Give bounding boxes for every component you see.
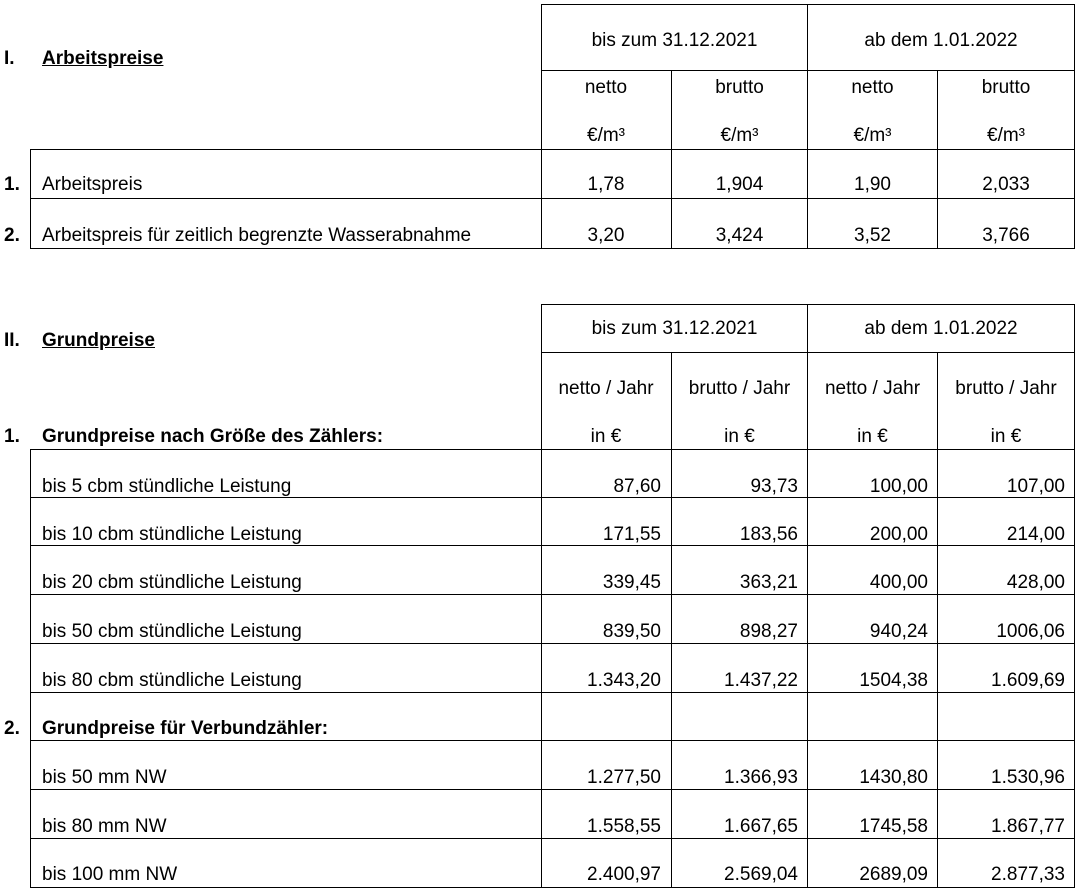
cell-value: 171,55	[602, 524, 661, 545]
cell-value: 898,27	[739, 621, 798, 642]
row-label: bis 100 mm NW	[42, 864, 178, 885]
cell-value: 2.569,04	[724, 864, 798, 885]
col-unit: in €	[590, 426, 622, 447]
col-netto: netto	[584, 77, 628, 98]
section-number: I.	[4, 48, 15, 69]
row-number: 1.	[4, 174, 20, 195]
cell-value: 1430,80	[859, 767, 928, 788]
col-netto-jahr: netto / Jahr	[824, 378, 921, 399]
cell-value: 2.400,97	[587, 864, 661, 885]
col-unit: €/m³	[720, 125, 759, 146]
cell-value: 1.558,55	[587, 816, 661, 837]
cell-value: 1.867,77	[991, 816, 1065, 837]
row-label: Arbeitspreis	[42, 174, 143, 195]
row-label: bis 80 cbm stündliche Leistung	[42, 670, 302, 691]
row-number: 2.	[4, 225, 20, 246]
cell-value: 1,90	[854, 174, 891, 195]
cell-value: 1006,06	[996, 621, 1065, 642]
col-unit: €/m³	[587, 125, 625, 146]
section-title: Arbeitspreise	[42, 48, 164, 69]
row-label: bis 50 cbm stündliche Leistung	[42, 621, 302, 642]
cell-value: 87,60	[613, 476, 661, 497]
cell-value: 3,424	[715, 225, 764, 246]
row-label: bis 10 cbm stündliche Leistung	[42, 524, 302, 545]
cell-value: 2.877,33	[991, 864, 1065, 885]
col-brutto: brutto	[715, 77, 764, 98]
cell-value: 1745,58	[859, 816, 928, 837]
cell-value: 2,033	[982, 174, 1030, 195]
cell-value: 93,73	[750, 476, 798, 497]
cell-value: 214,00	[1006, 524, 1065, 545]
cell-value: 839,50	[602, 621, 661, 642]
cell-value: 100,00	[869, 476, 928, 497]
cell-value: 339,45	[602, 572, 661, 593]
col-netto-jahr: netto / Jahr	[558, 378, 654, 399]
row-label: bis 80 mm NW	[42, 816, 167, 837]
col-netto: netto	[851, 77, 894, 98]
row-label: bis 5 cbm stündliche Leistung	[42, 476, 292, 497]
col-brutto: brutto	[981, 77, 1031, 98]
cell-value: 3,52	[854, 225, 891, 246]
cell-value: 1,904	[715, 174, 764, 195]
cell-value: 1.437,22	[724, 670, 798, 691]
cell-value: 3,766	[982, 225, 1030, 246]
cell-value: 1,78	[587, 174, 625, 195]
cell-value: 428,00	[1006, 572, 1065, 593]
row-label: bis 20 cbm stündliche Leistung	[42, 572, 302, 593]
section-title: Grundpreise	[42, 330, 155, 351]
cell-value: 183,56	[739, 524, 798, 545]
col-brutto-jahr: brutto / Jahr	[955, 378, 1057, 399]
col-unit: in €	[724, 426, 755, 447]
row-label: bis 50 mm NW	[42, 767, 167, 788]
cell-value: 2689,09	[859, 864, 928, 885]
subsection-number: 1.	[4, 426, 20, 447]
col-unit: in €	[857, 426, 888, 447]
col-unit: €/m³	[853, 125, 892, 146]
cell-value: 107,00	[1006, 476, 1065, 497]
period-old-header: bis zum 31.12.2021	[591, 30, 758, 51]
subsection-heading: Grundpreise für Verbundzähler:	[42, 718, 329, 739]
cell-value: 940,24	[869, 621, 928, 642]
cell-value: 200,00	[869, 524, 928, 545]
period-old-header: bis zum 31.12.2021	[591, 318, 758, 339]
subsection-heading: Grundpreise nach Größe des Zählers:	[42, 426, 384, 447]
cell-value: 1504,38	[859, 670, 928, 691]
cell-value: 400,00	[869, 572, 928, 593]
cell-value: 1.366,93	[724, 767, 798, 788]
col-unit: €/m³	[987, 125, 1025, 146]
period-new-header: ab dem 1.01.2022	[864, 30, 1018, 51]
col-brutto-jahr: brutto / Jahr	[688, 378, 791, 399]
cell-value: 363,21	[739, 572, 798, 593]
row-label: Arbeitspreis für zeitlich begrenzte Wasserabnahme	[42, 225, 472, 246]
section-number: II.	[4, 330, 20, 351]
cell-value: 1.277,50	[587, 767, 661, 788]
cell-value: 1.343,20	[587, 670, 661, 691]
cell-value: 1.609,69	[991, 670, 1065, 691]
col-unit: in €	[990, 426, 1022, 447]
subsection-number: 2.	[4, 718, 20, 739]
cell-value: 1.667,65	[724, 816, 798, 837]
cell-value: 1.530,96	[991, 767, 1065, 788]
cell-value: 3,20	[587, 225, 625, 246]
period-new-header: ab dem 1.01.2022	[864, 318, 1018, 339]
